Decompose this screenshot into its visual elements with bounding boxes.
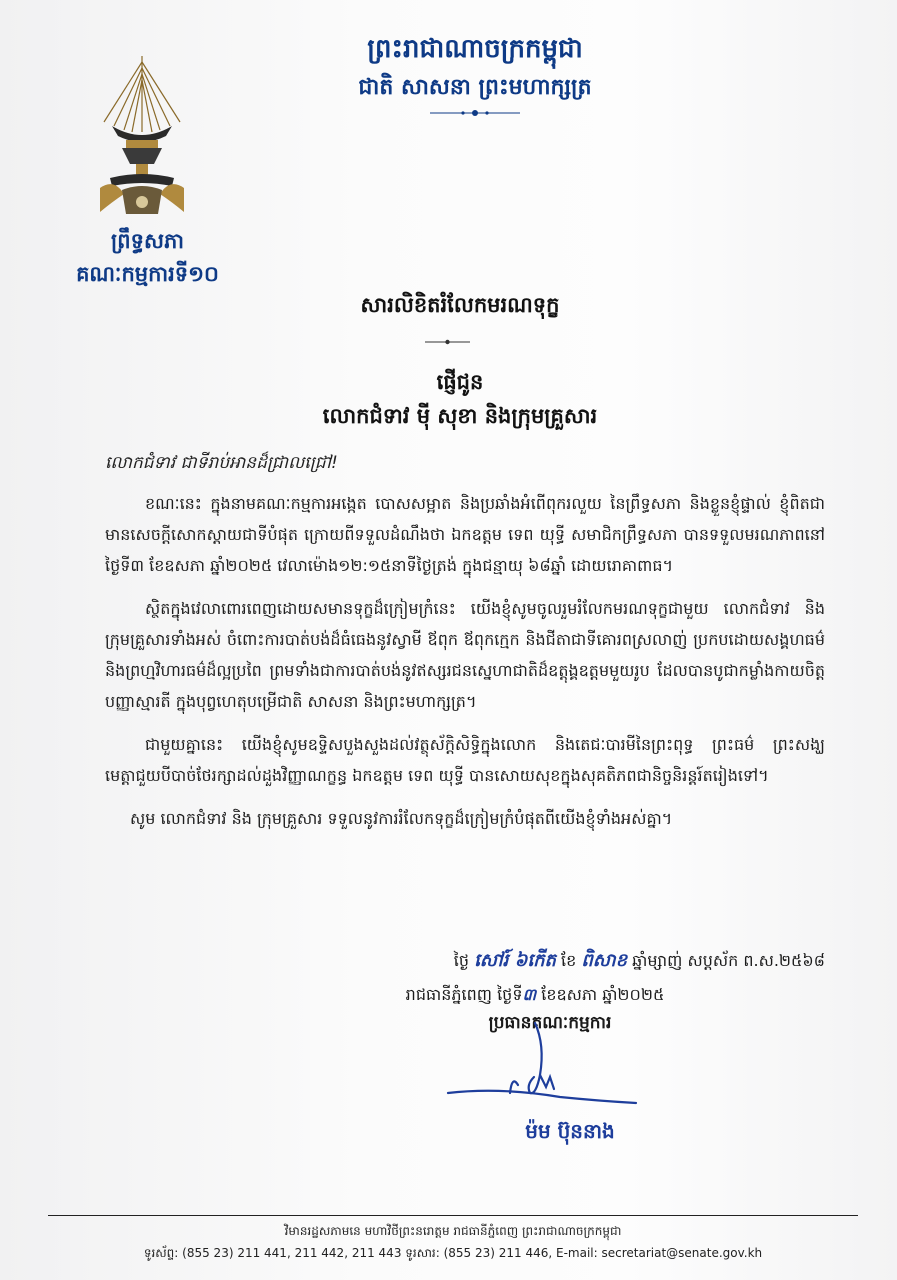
lunar-month-handwritten: ពិសាខ [581, 950, 628, 971]
lunar-month-label: ខែ [561, 951, 577, 970]
paragraph-2: ស្ថិតក្នុងវេលាពោរពេញដោយសមានទុក្ខដ៏ក្រៀមក្រំនេះ យើងខ្ញុំសូមចូលរួមរំលែកមរណទុក្ខជាមួយ លោកជំទាវ និង ក្រុមគ្រួសារទាំងអស់ ចំពោះការបាត់បង់ដ៏ធំធេងនូវស្វាមី ឪពុក ឪពុកក្មេក និងជីតាជាទីគោរពស្រលាញ់ ប្រកបដោយសង្គហធម៌ និងព្រហ្មវិហារធម៌ដ៏ល្អប្រពៃ ព្រមទាំងជាការបាត់បង់នូវឥស្សរជនស្នេហាជាតិដ៏ឧត្តុង្គឧត្តមមួយរូប ដែលបានបូជាកម្លាំងកាយចិត្ត បញ្ញាស្មារតី ក្នុងបុព្វហេតុបម្រើជាតិ សាសនា និងព្រះមហាក្សត្រ។ [105, 599, 825, 711]
recipient-name: លោកជំទាវ ម៉ី សុខា និងក្រុមគ្រួសារ [322, 404, 598, 428]
civil-suffix: ខែឧសភា ឆ្នាំ២០២៥ [541, 985, 665, 1004]
letter-title: សារលិខិតរំលែកមរណទុក្ខ [360, 293, 560, 317]
lunar-prefix: ថ្ងៃ [453, 951, 469, 970]
recipient-block [200, 365, 720, 433]
kingdom-header [300, 28, 650, 118]
handwritten-signature [440, 1015, 650, 1125]
signer-name: ម៉ម ប៊ុននាង [525, 1119, 615, 1143]
institution-header [60, 225, 235, 291]
footer-address: វិមានរដ្ឋសភាមនេ មហាវិថីព្រះនរោត្តម រាជធានីភ្នំពេញ ព្រះរាជាណាចក្រកម្ពុជា [284, 1224, 622, 1238]
to-label: ផ្ញើជូន [436, 370, 484, 394]
letter-body [105, 488, 825, 846]
lunar-suffix: ឆ្នាំម្សាញ់ សប្តស័ក ព.ស.២៥៦៨ [632, 951, 825, 970]
signer-title: ប្រធានគណៈកម្មការ [488, 1013, 612, 1033]
civil-date [340, 980, 730, 1010]
footer-divider [48, 1215, 858, 1216]
senate-emblem-icon [92, 52, 192, 222]
national-motto: ជាតិ សាសនា ព្រះមហាក្សត្រ [358, 75, 592, 100]
paragraph-4: សូម លោកជំទាវ និង ក្រុមគ្រួសារ ទទួលនូវការរំលែកទុក្ខដ៏ក្រៀមក្រំបំផុតពីយើងខ្ញុំទាំងអស់គ្នា។ [130, 809, 673, 828]
lunar-day-handwritten: សៅរ៍ ៦កើត [474, 950, 556, 971]
civil-day-handwritten: ៣ [522, 985, 537, 1004]
institution-name: ព្រឹទ្ធសភា [111, 229, 184, 253]
commission-name: គណៈកម្មការទី១០ [76, 262, 219, 286]
title-divider-icon [425, 338, 470, 346]
salutation: លោកជំទាវ ជាទីរាប់អានដ៏ជ្រាលជ្រៅ! [105, 453, 338, 473]
footer-contact: ទូរស័ព្ទ: (855 23) 211 441, 211 442, 211 443 ទូរសារ: (855 23) 211 446, E-mail: secretariat@senate.gov.kh [143, 1246, 763, 1260]
kingdom-title: ព្រះរាជាណាចក្រកម្ពុជា [367, 34, 583, 64]
civil-prefix: រាជធានីភ្នំពេញ ថ្ងៃទី [405, 985, 523, 1004]
lunar-date [300, 946, 825, 976]
paragraph-1: ខណៈនេះ ក្នុងនាមគណៈកម្មការអង្កេត បោសសម្អាត និងប្រឆាំងអំពើពុករលួយ នៃព្រឹទ្ធសភា និងខ្លួនខ្ញុំផ្ទាល់ ខ្ញុំពិតជាមានសេចក្តីសោកស្តាយជាទីបំផុត ក្រោយពីទទួលដំណឹងថា ឯកឧត្តម ទេព យុទ្ធី សមាជិកព្រឹទ្ធសភា បានទទួលមរណភាពនៅថ្ងៃទី៣ ខែឧសភា ឆ្នាំ២០២៥ វេលាម៉ោង១២:១៥នាទីថ្ងៃត្រង់ ក្នុងជន្មាយុ ៦៨ឆ្នាំ ដោយរោគាពាធ។ [105, 494, 825, 575]
paragraph-3: ជាមួយគ្នានេះ យើងខ្ញុំសូមឧទ្ទិសបួងសួងដល់វត្ថុស័ក្តិសិទ្ធិក្នុងលោក និងតេជៈបារមីនៃព្រះពុទ្ធ ព្រះធម៌ ព្រះសង្ឃ មេត្តាជួយបីបាច់ថែរក្សាដល់ដួងវិញ្ញាណក្ខន្ធ ឯកឧត្តម ទេព យុទ្ធី បានសោយសុខក្នុងសុគតិភពជានិច្ចនិរន្តរ៍តរៀងទៅ។ [105, 735, 825, 785]
divider-ornament-icon [430, 108, 520, 118]
